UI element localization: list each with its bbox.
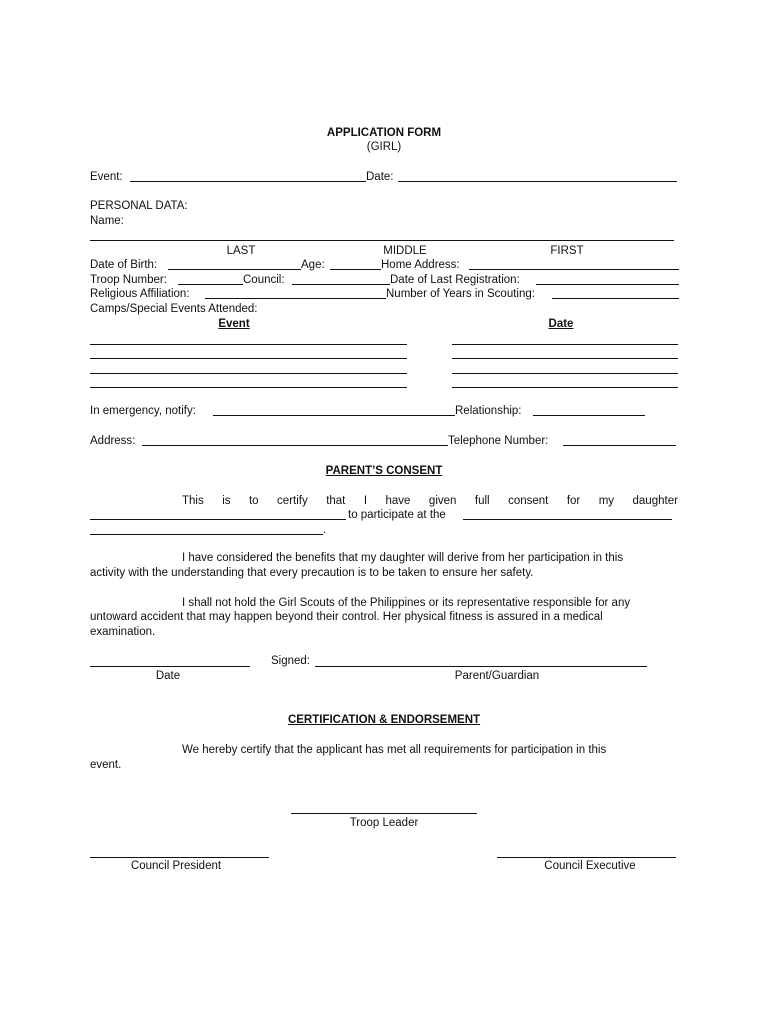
daughter-name-field[interactable] <box>90 519 346 520</box>
consent-line-1 <box>182 494 678 508</box>
dob-label: Date of Birth: <box>90 259 158 271</box>
consent-word: is <box>222 495 231 507</box>
personal-data-heading: PERSONAL DATA: <box>90 200 188 212</box>
consent-word: consent <box>508 495 549 507</box>
address-label: Address: <box>90 435 136 447</box>
parents-consent-heading: PARENT’S CONSENT <box>325 465 443 477</box>
event-field[interactable] <box>130 181 366 182</box>
name-part-first: FIRST <box>550 245 584 257</box>
dob-field[interactable] <box>168 269 301 270</box>
signed-label: Signed: <box>271 655 311 667</box>
last-registration-field[interactable] <box>536 284 679 285</box>
consent-paragraph-2-line-1: I have considered the benefits that my daughter will derive from her participation in this <box>182 552 624 564</box>
form-title: APPLICATION FORM <box>326 127 442 139</box>
consent-word: This <box>182 495 204 507</box>
camps-label: Camps/Special Events Attended: <box>90 303 258 315</box>
address-field[interactable] <box>142 445 448 446</box>
telephone-label: Telephone Number: <box>448 435 549 447</box>
council-field[interactable] <box>292 284 390 285</box>
consent-date-caption: Date <box>155 670 181 682</box>
consent-word: daughter <box>632 495 678 507</box>
consent-word: to <box>248 495 259 507</box>
date-row-field[interactable] <box>452 344 678 345</box>
consent-date-field[interactable] <box>90 666 250 667</box>
consent-word: certify <box>277 495 308 507</box>
relationship-field[interactable] <box>533 415 645 416</box>
age-field[interactable] <box>330 269 381 270</box>
certification-body-line-1: We hereby certify that the applicant has met all requirements for participation in this <box>182 744 607 756</box>
religious-affiliation-field[interactable] <box>205 298 386 299</box>
dates-column-header: Date <box>548 318 574 330</box>
consent-word: my <box>598 495 615 507</box>
event-row-field[interactable] <box>90 344 407 345</box>
name-part-last: LAST <box>226 245 256 257</box>
participation-continued-field[interactable] <box>90 534 323 535</box>
consent-word: that <box>326 495 346 507</box>
council-president-signature-field[interactable] <box>90 857 269 858</box>
last-registration-label: Date of Last Registration: <box>390 274 520 286</box>
council-executive-caption: Council Executive <box>544 860 636 872</box>
date-field[interactable] <box>398 181 677 182</box>
consent-paragraph-3-line-3: examination. <box>90 626 156 638</box>
consent-paragraph-2-line-2: activity with the understanding that every precaution is to be taken to ensure her safety. <box>90 567 534 579</box>
date-label: Date: <box>366 171 394 183</box>
guardian-caption: Parent/Guardian <box>454 670 540 682</box>
events-column-header: Event <box>218 318 250 330</box>
date-row-field[interactable] <box>452 373 678 374</box>
telephone-field[interactable] <box>563 445 676 446</box>
event-row-field[interactable] <box>90 387 407 388</box>
event-label: Event: <box>90 171 123 183</box>
name-part-middle: MIDDLE <box>383 245 427 257</box>
consent-word: have <box>385 495 411 507</box>
consent-word: full <box>474 495 490 507</box>
consent-participate-text: to participate at the <box>348 509 446 521</box>
council-president-caption: Council President <box>130 860 222 872</box>
form-subtitle: (GIRL) <box>366 141 402 153</box>
years-scouting-label: Number of Years in Scouting: <box>386 288 535 300</box>
age-label: Age: <box>301 259 325 271</box>
guardian-signature-field[interactable] <box>315 666 647 667</box>
council-label: Council: <box>243 274 285 286</box>
troop-leader-signature-field[interactable] <box>291 813 477 814</box>
consent-period: . <box>323 524 327 536</box>
consent-paragraph-3-line-2: untoward accident that may happen beyond their control. Her physical fitness is assured in a medical <box>90 611 603 623</box>
consent-word: for <box>566 495 581 507</box>
date-row-field[interactable] <box>452 387 678 388</box>
date-row-field[interactable] <box>452 358 678 359</box>
troop-number-field[interactable] <box>178 284 243 285</box>
name-field[interactable] <box>90 240 674 241</box>
relationship-label: Relationship: <box>455 405 522 417</box>
participation-event-field[interactable] <box>463 519 672 520</box>
certification-heading: CERTIFICATION & ENDORSEMENT <box>287 714 481 726</box>
troop-leader-caption: Troop Leader <box>349 817 419 829</box>
event-row-field[interactable] <box>90 358 407 359</box>
home-address-field[interactable] <box>469 269 679 270</box>
troop-number-label: Troop Number: <box>90 274 167 286</box>
consent-word: given <box>428 495 457 507</box>
years-scouting-field[interactable] <box>552 298 679 299</box>
name-label: Name: <box>90 215 124 227</box>
emergency-notify-label: In emergency, notify: <box>90 405 196 417</box>
consent-paragraph-3-line-1: I shall not hold the Girl Scouts of the Philippines or its representative responsible for any <box>182 597 631 609</box>
home-address-label: Home Address: <box>381 259 460 271</box>
certification-body-line-2: event. <box>90 759 122 771</box>
religious-affiliation-label: Religious Affiliation: <box>90 288 190 300</box>
council-executive-signature-field[interactable] <box>497 857 676 858</box>
consent-word: I <box>363 495 368 507</box>
emergency-notify-field[interactable] <box>213 415 455 416</box>
event-row-field[interactable] <box>90 373 407 374</box>
